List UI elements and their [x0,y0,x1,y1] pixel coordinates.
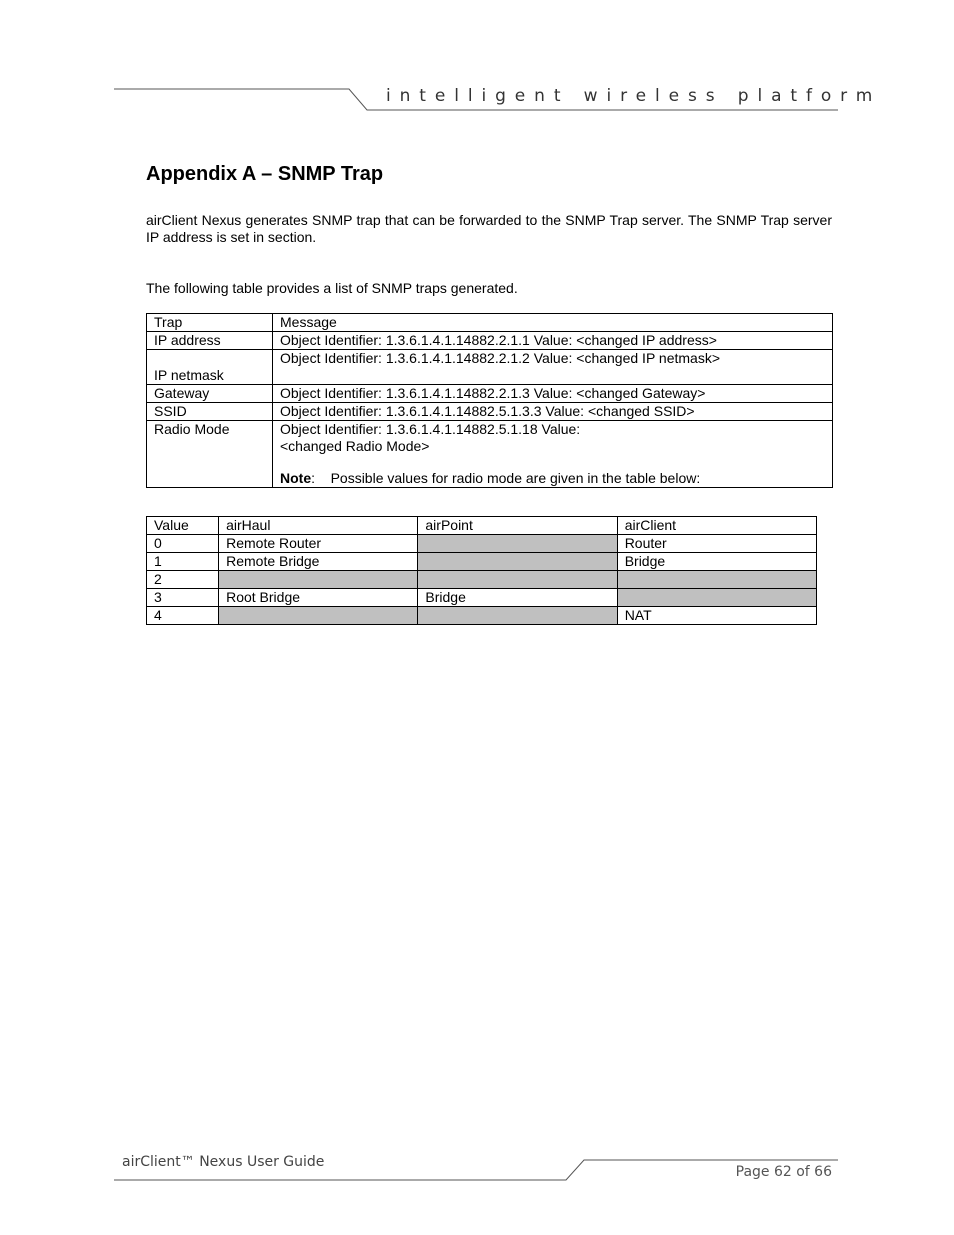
radio-mode-table [146,516,817,625]
table-header-row [147,517,817,535]
note-label: Note [280,470,312,486]
airpoint-cell [418,571,617,589]
value-cell: 3 [147,589,219,607]
snmp-trap-table [146,313,833,488]
airpoint-cell: Bridge [418,589,617,607]
table-row [147,607,817,625]
note-line [280,470,825,487]
table-row [147,332,833,350]
value-cell: 2 [147,571,219,589]
note-text: : Possible values for radio mode are given in the table below: [311,470,701,486]
airclient-cell [617,589,816,607]
airhaul-cell [219,607,418,625]
airhaul-cell [219,571,418,589]
header-cell-message: Message [273,314,833,332]
message-cell: Object Identifier: 1.3.6.1.4.1.14882.2.1.2 Value: <changed IP netmask> [273,350,833,385]
table-row [147,421,833,488]
footer-page-number: Page 62 of 66 [735,1164,832,1180]
header-cell-airpoint: airPoint [418,517,617,535]
header-cell-value: Value [147,517,219,535]
message-cell: Object Identifier: 1.3.6.1.4.1.14882.2.1.3 Value: <changed Gateway> [273,385,833,403]
message-cell: Object Identifier: 1.3.6.1.4.1.14882.5.1.3.3 Value: <changed SSID> [273,403,833,421]
airclient-cell [617,571,816,589]
message-line: Object Identifier: 1.3.6.1.4.1.14882.5.1.18 Value: [280,421,581,437]
airpoint-cell [418,553,617,571]
airpoint-cell [418,607,617,625]
table-intro-paragraph: The following table provides a list of SNMP traps generated. [146,280,518,296]
table-row [147,385,833,403]
table-row [147,535,817,553]
table-row [147,350,833,385]
footer-guide-title: airClient™ Nexus User Guide [122,1154,325,1170]
header-tagline: intelligent wireless platform [386,86,882,106]
airclient-cell: NAT [617,607,816,625]
value-cell: 0 [147,535,219,553]
table-row [147,553,817,571]
trap-cell: Gateway [147,385,273,403]
trap-cell: SSID [147,403,273,421]
table-row [147,589,817,607]
airpoint-cell [418,535,617,553]
airhaul-cell: Remote Router [219,535,418,553]
header-cell-airhaul: airHaul [219,517,418,535]
intro-paragraph: airClient Nexus generates SNMP trap that can be forwarded to the SNMP Trap server. The SNMP Trap server IP address is set in section. [146,212,832,245]
trap-cell: IP netmask [147,350,273,385]
airhaul-cell: Root Bridge [219,589,418,607]
message-line: <changed Radio Mode> [280,438,430,454]
airclient-cell: Router [617,535,816,553]
airclient-cell: Bridge [617,553,816,571]
header-cell-airclient: airClient [617,517,816,535]
trap-cell: Radio Mode [147,421,273,488]
header-cell-trap: Trap [147,314,273,332]
table-header-row [147,314,833,332]
table-row [147,403,833,421]
table-row [147,571,817,589]
airhaul-cell: Remote Bridge [219,553,418,571]
value-cell: 1 [147,553,219,571]
message-cell [273,421,833,488]
page-title: Appendix A – SNMP Trap [146,163,384,185]
trap-cell: IP address [147,332,273,350]
message-cell: Object Identifier: 1.3.6.1.4.1.14882.2.1.1 Value: <changed IP address> [273,332,833,350]
value-cell: 4 [147,607,219,625]
